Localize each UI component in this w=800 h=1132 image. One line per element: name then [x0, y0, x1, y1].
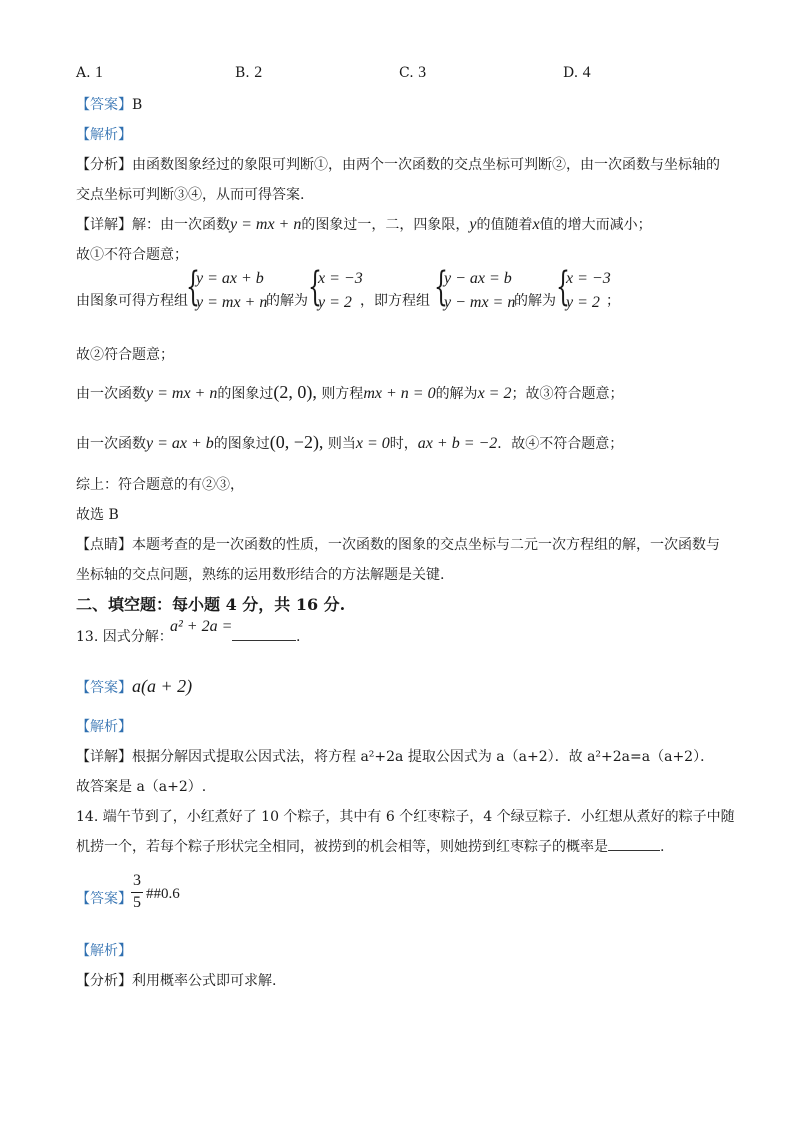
- q13-expression: a² + 2a =: [170, 618, 233, 635]
- q13-xiangjie-line-1: [76, 746, 714, 766]
- option-c: [399, 64, 426, 82]
- option-b-label: B.: [235, 65, 250, 81]
- q12-xj-1a: 解：由一次函数: [132, 217, 230, 233]
- q12-xj-1c: 的值随着: [476, 217, 533, 233]
- option-a: [76, 64, 103, 82]
- q12-xj-6a: 由一次函数: [76, 436, 146, 452]
- jiexi-tag: 【解析】: [76, 127, 132, 143]
- q12-xiangjie-line-1: [76, 214, 652, 234]
- q12-dj-1: 本题考查的是一次函数的性质，一次函数的图象的交点坐标与二元一次方程组的解，一次函数与: [132, 537, 720, 553]
- var-x: x: [532, 216, 540, 233]
- eq-x-2: x = 2: [477, 385, 512, 402]
- sys4-line-1: x = −3: [566, 270, 611, 287]
- q12-xj-6b: 的图象过: [213, 436, 270, 452]
- eq-y-ax-b: y = ax + b: [146, 435, 214, 452]
- q12-xj-2: 故①不符合题意；: [76, 247, 188, 263]
- brace-symbol: {: [186, 264, 200, 310]
- jiexi-tag: 【解析】: [76, 719, 132, 735]
- option-b-value: 2: [254, 64, 263, 81]
- q12-xj-5e: ；故③符合题意；: [511, 386, 624, 402]
- q14-line-2: [76, 836, 664, 856]
- fenxi-tag: 【分析】: [76, 973, 132, 989]
- q14-line-1: 14. 端午节到了，小红煮好了 10 个粽子，其中有 6 个红枣粽子，4 个绿豆粽子．小红想从煮好的粽子中随: [76, 809, 735, 825]
- option-a-label: A.: [76, 65, 91, 81]
- q12-dianjing-line-1: [76, 534, 720, 554]
- fraction-bar: [131, 892, 143, 893]
- point-0-neg2: (0, −2),: [269, 432, 324, 452]
- q12-xj-3d: 的解为: [514, 293, 556, 309]
- eq-ax-b-neg2: ax + b = −2: [417, 435, 498, 452]
- q14-dot: .: [660, 839, 665, 855]
- jiexi-tag: 【解析】: [76, 943, 132, 959]
- answer-tag: 【答案】: [76, 891, 132, 907]
- q12-xj-5d: 的解为: [435, 386, 478, 402]
- option-c-label: C.: [399, 65, 414, 81]
- sys3-line-1: y − ax = b: [444, 270, 512, 287]
- q13-dot: .: [296, 629, 301, 645]
- q13-question: [76, 626, 173, 646]
- q12-xj-1b: 的图象过一，二，四象限，: [301, 217, 470, 233]
- fraction-denominator: 5: [133, 894, 141, 911]
- q12-xj-3c: ，即方程组: [360, 293, 430, 309]
- option-b: [235, 64, 262, 82]
- brace-symbol: {: [556, 264, 570, 310]
- q13-xj-1: 根据分解因式提取公因式法，将方程 a²+2a 提取公因式为 a（a+2）．故 a²+2a=a（a+2）．: [132, 749, 715, 765]
- option-d-label: D.: [563, 65, 579, 81]
- eq-y-mx-n: y = mx + n: [146, 385, 218, 402]
- q12-fenxi-text-1: 由函数图象经过的象限可判断①，由两个一次函数的交点坐标可判断②，由一次函数与坐标轴的: [132, 157, 720, 173]
- fraction-numerator: 3: [133, 872, 141, 889]
- q13-number: 13. 因式分解：: [76, 629, 173, 645]
- q12-answer: B: [132, 97, 143, 113]
- q12-xj-6e: ．故④不符合题意；: [497, 436, 624, 452]
- q14-fenxi-1: 利用概率公式即可求解.: [132, 973, 277, 989]
- option-c-value: 3: [418, 64, 427, 81]
- q13-answer: a(a + 2): [132, 676, 193, 696]
- q12-fenxi-text-2: 交点坐标可判断③④，从而可得答案.: [76, 187, 305, 203]
- option-d-value: 4: [582, 64, 591, 81]
- q12-xj-3b: 的解为: [266, 293, 308, 309]
- answer-tag: 【答案】: [76, 680, 132, 696]
- q12-answer-line: [76, 94, 142, 114]
- q12-xj-6d: 时，: [389, 436, 418, 452]
- answer-blank: [232, 626, 296, 641]
- q14-answer-extra: ##0.6: [146, 886, 180, 902]
- q14-line-2-text: 机捞一个，若每个粽子形状完全相同，被捞到的机会相等，则她捞到红枣粽子的概率是: [76, 839, 608, 855]
- q12-xj-5c: 则方程: [321, 386, 364, 402]
- sys2-line-2: y = 2: [318, 294, 352, 311]
- fenxi-tag: 【分析】: [76, 157, 132, 173]
- sys4-line-2: y = 2: [566, 294, 600, 311]
- sys2-line-1: x = −3: [318, 270, 363, 287]
- q12-xj-6: [76, 432, 623, 453]
- option-a-value: 1: [95, 64, 104, 81]
- q14-fenxi-line: [76, 970, 276, 990]
- q12-xj-1d: 值的增大而减小；: [539, 217, 652, 233]
- q12-xj-5a: 由一次函数: [76, 386, 146, 402]
- section-heading: 二、填空题：每小题 4 分，共 16 分.: [76, 595, 346, 614]
- sys3-line-2: y − mx = n: [444, 294, 516, 311]
- q13-xj-2: 故答案是 a（a+2）.: [76, 779, 207, 795]
- var-y: y: [469, 216, 477, 233]
- q13-answer-line: [76, 676, 192, 697]
- q12-xj-3e: ；: [606, 293, 620, 309]
- xiangjie-tag: 【详解】: [76, 217, 132, 233]
- eq-y-mx-n: y = mx + n: [230, 216, 302, 233]
- q12-xj-3a: 由图象可得方程组: [76, 293, 188, 309]
- q12-dj-2: 坐标轴的交点问题，熟练的运用数形结合的方法解题是关键.: [76, 567, 445, 583]
- q12-fenxi-line-1: [76, 154, 720, 174]
- q12-xj-8: 故选 B: [76, 507, 119, 523]
- sys1-line-1: y = ax + b: [196, 270, 264, 287]
- brace-symbol: {: [308, 264, 322, 310]
- brace-symbol: {: [434, 264, 448, 310]
- q12-xj-5b: 的图象过: [217, 386, 274, 402]
- q12-xj-6c: 则当: [327, 436, 356, 452]
- q12-xj-5: [76, 382, 623, 403]
- dianjing-tag: 【点睛】: [76, 537, 132, 553]
- q12-xj-4: 故②符合题意；: [76, 347, 174, 363]
- option-d: [563, 64, 591, 82]
- point-2-0: (2, 0),: [273, 382, 317, 402]
- q12-xj-7: 综上：符合题意的有②③，: [76, 477, 244, 493]
- sys1-line-2: y = mx + n: [196, 294, 268, 311]
- eq-mx-n-0: mx + n = 0: [363, 385, 436, 402]
- eq-x-0: x = 0: [355, 435, 390, 452]
- xiangjie-tag: 【详解】: [76, 749, 132, 765]
- answer-blank: [608, 836, 660, 851]
- q13-blank: [232, 626, 300, 645]
- answer-tag: 【答案】: [76, 97, 132, 113]
